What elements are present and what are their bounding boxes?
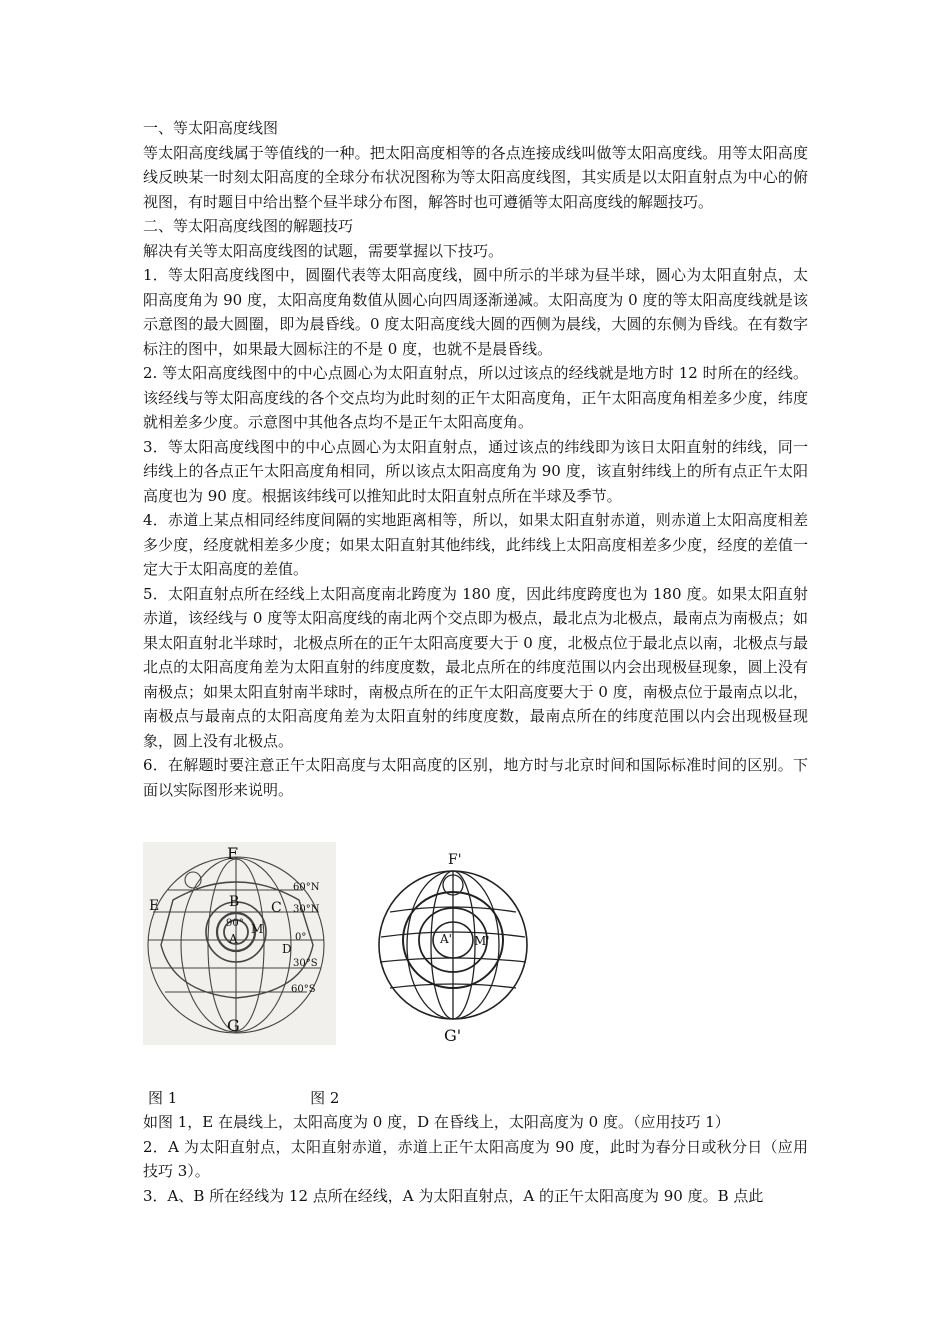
label-e: E <box>149 898 160 914</box>
tip-6: 6．在解题时要注意正午太阳高度与太阳高度的区别，地方时与北京时间和国际标准时间的区别。下面以实际图形来说明。 <box>143 756 808 799</box>
figures-row <box>143 842 808 1052</box>
label-a: A <box>229 932 238 946</box>
lat-label-30s: 30°S <box>293 958 318 969</box>
paragraph: 如图 1，E 在晨线上，太阳高度为 0 度，D 在昏线上，太阳高度为 0 度。（应用技巧 1） <box>143 1113 730 1131</box>
label-f: F <box>227 844 239 863</box>
label-m: M <box>251 922 264 936</box>
label-b: B <box>229 894 240 910</box>
body-text-top <box>143 116 808 802</box>
figure-2-sketch <box>368 842 538 1052</box>
section-heading-2: 二、等太阳高度线图的解题技巧 <box>143 217 354 235</box>
tip-1: 1．等太阳高度线图中，圆圈代表等太阳高度线，圆中所示的半球为昼半球，圆心为太阳直射点，太阳高度角为 90 度，太阳高度角数值从圆心向四周逐渐递减。太阳高度为 0 度的等太阳高度线就是该示意图的最大圆圈，即为晨昏线。0 度太阳高度线大圆的西侧为晨线，大圆的东侧为昏线。在有数字标注的图中，如果最大圆标注的不是 0 度，也就不是晨昏线。 <box>143 266 808 358</box>
label-g: G <box>227 1016 240 1035</box>
tip-5: 5．太阳直射点所在经线上太阳高度南北跨度为 180 度，因此纬度跨度也为 180 度。如果太阳直射赤道，该经线与 0 度等太阳高度线的南北两个交点即为极点，最北点为北极点，最南点为南极点；如果太阳直射北半球时，北极点所在的正午太阳高度要大于 0 度，北极点位于最北点以南，北极点与最北点的太阳高度角差为太阳直射的纬度度数，最北点所在的纬度范围以内会出现极昼现象，圆上没有南极点；如果太阳直射南半球时，南极点所在的正午太阳高度要大于 0 度，南极点位于最南点以北，南极点与最南点的太阳高度角差为太阳直射的纬度度数，最南点所在的纬度范围以内会出现极昼现象，圆上没有北极点。 <box>143 584 808 750</box>
paragraph: 3．A、B 所在经线为 12 点所在经线，A 为太阳直射点，A 的正午太阳高度为 90 度。B 点此 <box>143 1186 764 1205</box>
caption-figure-1: 图 1 <box>148 1089 178 1107</box>
lat-label-60n: 60°N <box>293 882 320 893</box>
tip-2: 2. 等太阳高度线图中的中心点圆心为太阳直射点，所以过该点的经线就是地方时 12 时所在的经线。该经线与等太阳高度线的各个交点均为此时刻的正午太阳高度角，正午太阳高度角相差多少度，纬度就相差多少度。示意图中其他各点均不是正午太阳高度角。 <box>143 364 808 431</box>
lat-label-60s: 60°S <box>291 984 316 995</box>
figure-2-drawing <box>368 842 538 1052</box>
paragraph: 等太阳高度线属于等值线的一种。把太阳高度相等的各点连接成线叫做等太阳高度线。用等太阳高度线反映某一时刻太阳高度的全球分布状况图称为等太阳高度线图，其实质是以太阳直射点为中心的俯视图，有时题目中给出整个昼半球分布图，解答时也可遵循等太阳高度线的解题技巧。 <box>143 143 808 211</box>
figure-1-drawing <box>143 842 336 1045</box>
label-m-prime: M' <box>474 934 490 948</box>
label-f-prime: F' <box>448 852 462 868</box>
figure-1-sketch <box>143 842 336 1045</box>
label-d: D <box>282 942 292 956</box>
label-c: C <box>271 900 282 916</box>
tip-4: 4．赤道上某点相同经纬度间隔的实地距离相等，所以，如果太阳直射赤道，则赤道上太阳高度相差多少度，经度就相差多少度；如果太阳直射其他纬线，此纬线上太阳高度相差多少度，经度的差值一定大于太阳高度的差值。 <box>143 511 808 578</box>
label-degree: 90° <box>226 918 244 929</box>
lat-label-30n: 30°N <box>293 904 320 915</box>
figure-captions <box>148 1086 339 1110</box>
tip-3: 3．等太阳高度线图中的中心点圆心为太阳直射点，通过该点的纬线即为该日太阳直射的纬线，同一纬线上的各点正午太阳高度角相同，所以该点太阳高度角为 90 度，该直射纬线上的所有点正午太阳高度也为 90 度。根据该纬线可以推知此时太阳直射点所在半球及季节。 <box>143 437 808 505</box>
caption-figure-2: 图 2 <box>310 1089 340 1107</box>
label-a-prime: A' <box>440 932 452 946</box>
section-heading-1: 一、等太阳高度线图 <box>143 119 279 137</box>
body-text-bottom <box>143 1110 808 1208</box>
lat-label-0: 0° <box>295 932 307 943</box>
paragraph: 2．A 为太阳直射点，太阳直射赤道，赤道上正午太阳高度为 90 度，此时为春分日或秋分日（应用技巧 3）。 <box>143 1137 808 1180</box>
paragraph: 解决有关等太阳高度线图的试题，需要掌握以下技巧。 <box>143 241 504 260</box>
label-g-prime: G' <box>444 1026 462 1045</box>
